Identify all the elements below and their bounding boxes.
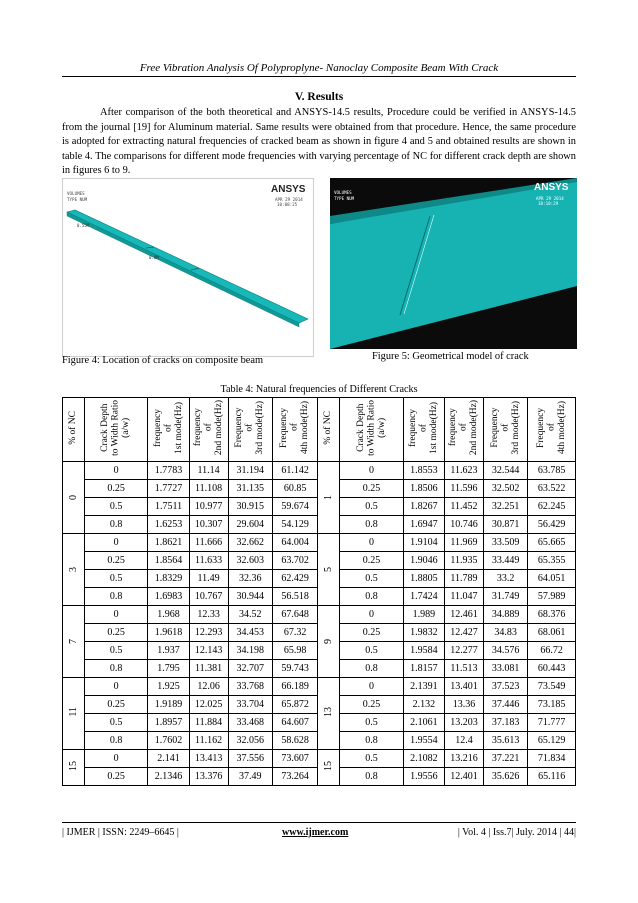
table-cell: 1.8329 (148, 570, 189, 588)
table-cell: 37.49 (228, 768, 272, 786)
table-row (63, 750, 576, 768)
table-cell: 1.8805 (403, 570, 444, 588)
table-cell: 33.2 (483, 570, 527, 588)
table-cell: 0.25 (84, 552, 148, 570)
header-f2-right: frequency of 2nd mode(Hz) (444, 398, 483, 462)
table-cell: 1.9556 (403, 768, 444, 786)
table-cell: 11.935 (444, 552, 483, 570)
table-cell: 1.9584 (403, 642, 444, 660)
nc-group-right (318, 462, 340, 534)
table-cell: 10.767 (189, 588, 228, 606)
table-cell: 10.307 (189, 516, 228, 534)
table-cell: 2.1061 (403, 714, 444, 732)
table-cell: 34.453 (228, 624, 272, 642)
table-cell: 0.25 (84, 696, 148, 714)
table-cell: 0.5 (84, 714, 148, 732)
table-cell: 1.9832 (403, 624, 444, 642)
table-cell: 56.518 (272, 588, 317, 606)
frequency-table (62, 397, 576, 786)
nc-group-left-label: 0 (67, 495, 79, 500)
table-cell: 37.556 (228, 750, 272, 768)
fig4-time: 10:08:25 (277, 202, 298, 207)
nc-group-left-label: 11 (67, 707, 79, 717)
table-cell: 67.648 (272, 606, 317, 624)
table-cell: 65.355 (528, 552, 576, 570)
header-f4-right: Frequency of 4th mode(Hz) (528, 398, 576, 462)
table-cell: 1.795 (148, 660, 189, 678)
table-cell: 11.513 (444, 660, 483, 678)
table-cell: 13.401 (444, 678, 483, 696)
table-cell: 0 (340, 678, 404, 696)
table-cell: 0.8 (340, 660, 404, 678)
table-cell: 11.162 (189, 732, 228, 750)
table-cell: 12.143 (189, 642, 228, 660)
table-cell: 65.665 (528, 534, 576, 552)
table-cell: 11.633 (189, 552, 228, 570)
table-cell: 33.081 (483, 660, 527, 678)
table-cell: 0.8 (340, 732, 404, 750)
table-cell: 1.8506 (403, 480, 444, 498)
fig4-tag-a: 0.55M (77, 223, 90, 228)
table-cell: 65.98 (272, 642, 317, 660)
table-cell: 30.871 (483, 516, 527, 534)
table-cell: 71.777 (528, 714, 576, 732)
table-cell: 12.33 (189, 606, 228, 624)
nc-group-right-label: 1 (323, 495, 335, 500)
table-cell: 11.108 (189, 480, 228, 498)
table-cell: 0.25 (84, 768, 148, 786)
fig4-date: APR 29 2014 (275, 197, 303, 202)
table-cell: 0.25 (340, 480, 404, 498)
fig4-tag-b: 0.8M (149, 255, 159, 260)
table-cell: 54.129 (272, 516, 317, 534)
table-cell: 0.8 (340, 768, 404, 786)
table-cell: 11.623 (444, 462, 483, 480)
nc-group-right-label: 9 (323, 639, 335, 644)
table-cell: 1.8267 (403, 498, 444, 516)
table-cell: 11.381 (189, 660, 228, 678)
nc-group-left (63, 534, 85, 606)
table-cell: 31.135 (228, 480, 272, 498)
table-row (63, 678, 576, 696)
table-cell: 0.5 (340, 714, 404, 732)
table-cell: 13.376 (189, 768, 228, 786)
header-ratio-left: Crack Depth to Width Ratio (a/w) (84, 398, 148, 462)
nc-group-right-label: 5 (323, 567, 335, 572)
nc-group-left-label: 15 (67, 761, 79, 771)
table-cell: 11.14 (189, 462, 228, 480)
nc-group-right (318, 750, 340, 786)
table-cell: 63.522 (528, 480, 576, 498)
table-title: Table 4: Natural frequencies of Different Cracks (220, 384, 418, 395)
table-cell: 2.1391 (403, 678, 444, 696)
nc-group-left (63, 750, 85, 786)
running-header: Free Vibration Analysis Of Polyproplyne- Nanoclay Composite Beam With Crack (139, 62, 499, 74)
table-cell: 31.749 (483, 588, 527, 606)
table-header-row (63, 398, 576, 462)
fig4-type-label: TYPE NUM (67, 197, 88, 202)
footer-journal: | IJMER | ISSN: 2249–6645 | (62, 827, 179, 838)
table-cell: 32.707 (228, 660, 272, 678)
table-cell: 0 (84, 750, 148, 768)
header-nc-right: % of NC (318, 398, 340, 462)
figure-4-image (62, 178, 314, 357)
table-body (63, 462, 576, 786)
header-f3-left: Frequency of 3rd mode(Hz) (228, 398, 272, 462)
table-cell: 12.427 (444, 624, 483, 642)
table-cell: 12.461 (444, 606, 483, 624)
table-cell: 0.25 (84, 624, 148, 642)
table-cell: 37.523 (483, 678, 527, 696)
table-cell: 1.7727 (148, 480, 189, 498)
table-cell: 0.25 (340, 624, 404, 642)
fig5-date: APR 29 2014 (536, 196, 564, 201)
table-row (63, 462, 576, 480)
table-cell: 12.025 (189, 696, 228, 714)
table-cell: 1.8564 (148, 552, 189, 570)
table-cell: 12.06 (189, 678, 228, 696)
table-cell: 64.051 (528, 570, 576, 588)
table-cell: 35.626 (483, 768, 527, 786)
table-cell: 66.189 (272, 678, 317, 696)
table-cell: 33.509 (483, 534, 527, 552)
header-ratio-right: Crack Depth to Width Ratio (a/w) (340, 398, 404, 462)
table-cell: 0.8 (340, 588, 404, 606)
header-f3-right: Frequency of 3rd mode(Hz) (483, 398, 527, 462)
nc-group-left-label: 3 (67, 567, 79, 572)
table-cell: 32.603 (228, 552, 272, 570)
nc-group-right (318, 606, 340, 678)
fig4-logo: ANSYS (271, 184, 306, 195)
table-cell: 63.702 (272, 552, 317, 570)
table-cell: 12.277 (444, 642, 483, 660)
fig5-volumes-label: VOLUMES (334, 190, 352, 195)
table-cell: 2.141 (148, 750, 189, 768)
footer-rule (62, 822, 576, 823)
table-cell: 31.194 (228, 462, 272, 480)
table-cell: 71.834 (528, 750, 576, 768)
table-cell: 37.446 (483, 696, 527, 714)
table-cell: 60.85 (272, 480, 317, 498)
table-cell: 0.8 (84, 516, 148, 534)
table-cell: 33.704 (228, 696, 272, 714)
table-cell: 33.449 (483, 552, 527, 570)
table-cell: 1.8157 (403, 660, 444, 678)
table-cell: 32.502 (483, 480, 527, 498)
nc-group-left-label: 7 (67, 639, 79, 644)
table-cell: 0 (84, 678, 148, 696)
table-cell: 67.32 (272, 624, 317, 642)
table-cell: 0.5 (84, 498, 148, 516)
results-paragraph: After comparison of the both theoretical and ANSYS-14.5 results, Procedure could be verified in ANSYS-14.5 from the journal [19] for Aluminum material. Same results were obtained from that procedure. Hence, the same procedure is adopted for extracting natural frequencies of cracked beam as shown in figure 4 and 5 and obtained results are shown in table 4. The comparisons for different mode frequencies with varying percentage of NC for different crack depth are shown in figures 6 to 9. (62, 107, 576, 177)
table-cell: 37.221 (483, 750, 527, 768)
table-cell: 0.8 (84, 588, 148, 606)
table-cell: 35.613 (483, 732, 527, 750)
table-cell: 0.5 (340, 570, 404, 588)
table-cell: 0.8 (340, 516, 404, 534)
table-cell: 11.969 (444, 534, 483, 552)
table-cell: 66.72 (528, 642, 576, 660)
table-cell: 0.5 (340, 498, 404, 516)
fig5-logo: ANSYS (534, 182, 569, 193)
table-cell: 1.9618 (148, 624, 189, 642)
table-cell: 32.544 (483, 462, 527, 480)
table-cell: 11.452 (444, 498, 483, 516)
table-cell: 11.047 (444, 588, 483, 606)
table-cell: 59.743 (272, 660, 317, 678)
table-cell: 57.989 (528, 588, 576, 606)
table-cell: 34.889 (483, 606, 527, 624)
table-cell: 1.989 (403, 606, 444, 624)
table-cell: 61.142 (272, 462, 317, 480)
table-cell: 1.7783 (148, 462, 189, 480)
table-cell: 34.576 (483, 642, 527, 660)
table-cell: 32.662 (228, 534, 272, 552)
fig5-type-label: TYPE NUM (334, 196, 355, 201)
table-cell: 2.1082 (403, 750, 444, 768)
table-cell: 33.768 (228, 678, 272, 696)
table-cell: 32.36 (228, 570, 272, 588)
table-cell: 32.056 (228, 732, 272, 750)
table-row (63, 534, 576, 552)
table-cell: 0.8 (84, 660, 148, 678)
table-cell: 62.429 (272, 570, 317, 588)
table-cell: 34.52 (228, 606, 272, 624)
table-cell: 1.925 (148, 678, 189, 696)
header-nc-left: % of NC (63, 398, 85, 462)
table-cell: 30.944 (228, 588, 272, 606)
table-cell: 1.8553 (403, 462, 444, 480)
table-cell: 0 (340, 534, 404, 552)
table-cell: 29.604 (228, 516, 272, 534)
table-cell: 0 (340, 462, 404, 480)
table-cell: 1.968 (148, 606, 189, 624)
table-cell: 13.413 (189, 750, 228, 768)
table-cell: 65.872 (272, 696, 317, 714)
table-cell: 2.1346 (148, 768, 189, 786)
table-cell: 0.5 (84, 570, 148, 588)
table-cell: 0 (84, 534, 148, 552)
table-cell: 68.061 (528, 624, 576, 642)
table-cell: 11.596 (444, 480, 483, 498)
header-f4-left: Frequency of 4th mode(Hz) (272, 398, 317, 462)
table-cell: 34.198 (228, 642, 272, 660)
table-cell: 59.674 (272, 498, 317, 516)
nc-group-left (63, 462, 85, 534)
table-cell: 0.5 (340, 750, 404, 768)
table-cell: 0.5 (84, 642, 148, 660)
table-cell: 0.5 (340, 642, 404, 660)
table-cell: 0.25 (84, 480, 148, 498)
table-cell: 10.977 (189, 498, 228, 516)
fig4-beam-side (67, 212, 299, 327)
table-cell: 12.4 (444, 732, 483, 750)
table-cell: 1.8621 (148, 534, 189, 552)
table-cell: 60.443 (528, 660, 576, 678)
footer-issue: | Vol. 4 | Iss.7| July. 2014 | 44| (457, 827, 576, 838)
table-cell: 0 (340, 606, 404, 624)
section-heading: V. Results (294, 91, 344, 103)
table-cell: 73.549 (528, 678, 576, 696)
table-cell: 1.7602 (148, 732, 189, 750)
table-cell: 1.6253 (148, 516, 189, 534)
table-cell: 1.8957 (148, 714, 189, 732)
nc-group-right (318, 534, 340, 606)
figure-5-caption: Figure 5: Geometrical model of crack (372, 351, 529, 362)
table-cell: 1.9046 (403, 552, 444, 570)
table-cell: 1.937 (148, 642, 189, 660)
header-f2-left: frequency of 2nd mode(Hz) (189, 398, 228, 462)
table-cell: 13.203 (444, 714, 483, 732)
table-cell: 73.264 (272, 768, 317, 786)
table-cell: 0.25 (340, 696, 404, 714)
table-cell: 1.7424 (403, 588, 444, 606)
table-cell: 1.6947 (403, 516, 444, 534)
table-cell: 1.9189 (148, 696, 189, 714)
table-cell: 1.6983 (148, 588, 189, 606)
table-cell: 11.884 (189, 714, 228, 732)
table-cell: 65.129 (528, 732, 576, 750)
table-cell: 62.245 (528, 498, 576, 516)
table-cell: 13.36 (444, 696, 483, 714)
table-cell: 37.183 (483, 714, 527, 732)
table-cell: 56.429 (528, 516, 576, 534)
nc-group-left (63, 678, 85, 750)
table-cell: 2.132 (403, 696, 444, 714)
figure-5-image (330, 178, 577, 349)
table-cell: 65.116 (528, 768, 576, 786)
fig4-beam-top (67, 210, 308, 323)
table-row (63, 606, 576, 624)
table-cell: 11.666 (189, 534, 228, 552)
table-cell: 11.789 (444, 570, 483, 588)
table-cell: 58.628 (272, 732, 317, 750)
table-cell: 1.7511 (148, 498, 189, 516)
table-cell: 68.376 (528, 606, 576, 624)
table-cell: 10.746 (444, 516, 483, 534)
table-cell: 0.8 (84, 732, 148, 750)
nc-group-left (63, 606, 85, 678)
table-cell: 0.25 (340, 552, 404, 570)
table-cell: 33.468 (228, 714, 272, 732)
table-cell: 12.293 (189, 624, 228, 642)
table-cell: 64.607 (272, 714, 317, 732)
table-cell: 1.9554 (403, 732, 444, 750)
table-cell: 34.83 (483, 624, 527, 642)
table-cell: 64.004 (272, 534, 317, 552)
header-rule (62, 76, 576, 77)
table-cell: 0 (84, 462, 148, 480)
table-cell: 30.915 (228, 498, 272, 516)
nc-group-right-label: 15 (323, 761, 335, 771)
nc-group-right-label: 13 (323, 707, 335, 717)
table-cell: 1.9104 (403, 534, 444, 552)
table-cell: 12.401 (444, 768, 483, 786)
table-cell: 13.216 (444, 750, 483, 768)
figure-4-caption: Figure 4: Location of cracks on composite beam (62, 355, 264, 366)
table-cell: 73.607 (272, 750, 317, 768)
table-cell: 0 (84, 606, 148, 624)
header-f1-right: frequency of 1st mode(Hz) (403, 398, 444, 462)
footer-website-link[interactable]: www.ijmer.com (282, 827, 349, 838)
table-cell: 63.785 (528, 462, 576, 480)
header-f1-left: frequency of 1st mode(Hz) (148, 398, 189, 462)
table-cell: 73.185 (528, 696, 576, 714)
table-cell: 11.49 (189, 570, 228, 588)
fig5-time: 10:10:29 (538, 201, 559, 206)
table-cell: 32.251 (483, 498, 527, 516)
nc-group-right (318, 678, 340, 750)
fig4-volumes-label: VOLUMES (67, 191, 85, 196)
